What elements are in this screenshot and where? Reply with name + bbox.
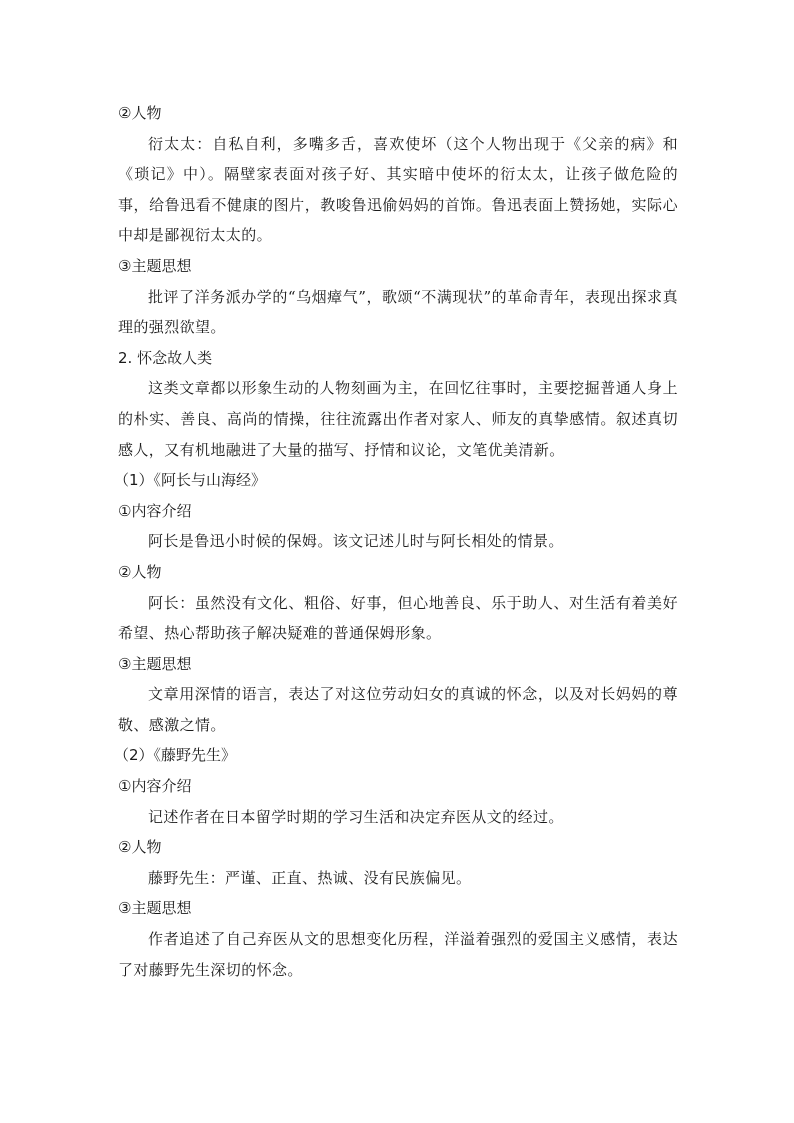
section-heading-characters: ②人物 [118,562,162,581]
paragraph-a-chang-theme: 文章用深情的语言，表达了对这位劳动妇女的真诚的怀念，以及对长妈妈的尊敬、感激之情。 [118,685,678,734]
paragraph-yan-taitai: 衍太太：自私自利，多嘴多舌，喜欢使坏（这个人物出现于《父亲的病》和《琐记》中）。隔壁家表面对孩子好、其实暗中使坏的衍太太，让孩子做危险的事，给鲁迅看不健康的图片，教唆鲁迅偷妈妈的首饰。鲁迅表面上赞扬她，实际心中却是鄙视衍太太的。 [118,134,678,245]
paragraph-a-chang-character: 阿长：虽然没有文化、粗俗、好事，但心地善良、乐于助人、对生活有着美好希望、热心帮助孩子解决疑难的普通保姆形象。 [118,593,678,643]
document-content [114,98,678,985]
section-heading-intro: ①内容介绍 [118,501,192,520]
section-heading-theme: ③主题思想 [118,256,192,275]
category-heading-remembrance: 2. 怀念故人类 [118,348,213,367]
section-heading-theme: ③主题思想 [118,654,192,673]
article-title-fujino: （2）《藤野先生》 [114,746,237,765]
section-heading-characters: ②人物 [118,838,162,857]
paragraph-a-chang-intro: 阿长是鲁迅小时候的保姆。该文记述儿时与阿长相处的情景。 [148,532,564,551]
paragraph-category-description: 这类文章都以形象生动的人物刻画为主，在回忆往事时，主要挖掘普通人身上的朴实、善良、高尚的情操，往往流露出作者对家人、师友的真挚感情。叙述真切感人，又有机地融进了大量的描写、抒情和议论，文笔优美清新。 [118,379,678,459]
article-title-a-chang: （1）《阿长与山海经》 [114,471,267,490]
paragraph-fujino-theme: 作者追述了自己弃医从文的思想变化历程，洋溢着强烈的爱国主义感情，表达了对藤野先生深切的怀念。 [118,930,678,979]
section-heading-intro: ①内容介绍 [118,777,192,796]
section-heading-theme: ③主题思想 [118,899,192,918]
paragraph-fujino-intro: 记述作者在日本留学时期的学习生活和决定弃医从文的经过。 [148,807,564,826]
paragraph-fujino-character: 藤野先生：严谨、正直、热诚、没有民族偏见。 [148,868,472,887]
paragraph-theme-1: 批评了洋务派办学的“乌烟瘴气”，歌颂“不满现状”的革命青年，表现出探求真理的强烈欲望。 [118,287,678,337]
section-heading-characters: ②人物 [118,104,162,122]
